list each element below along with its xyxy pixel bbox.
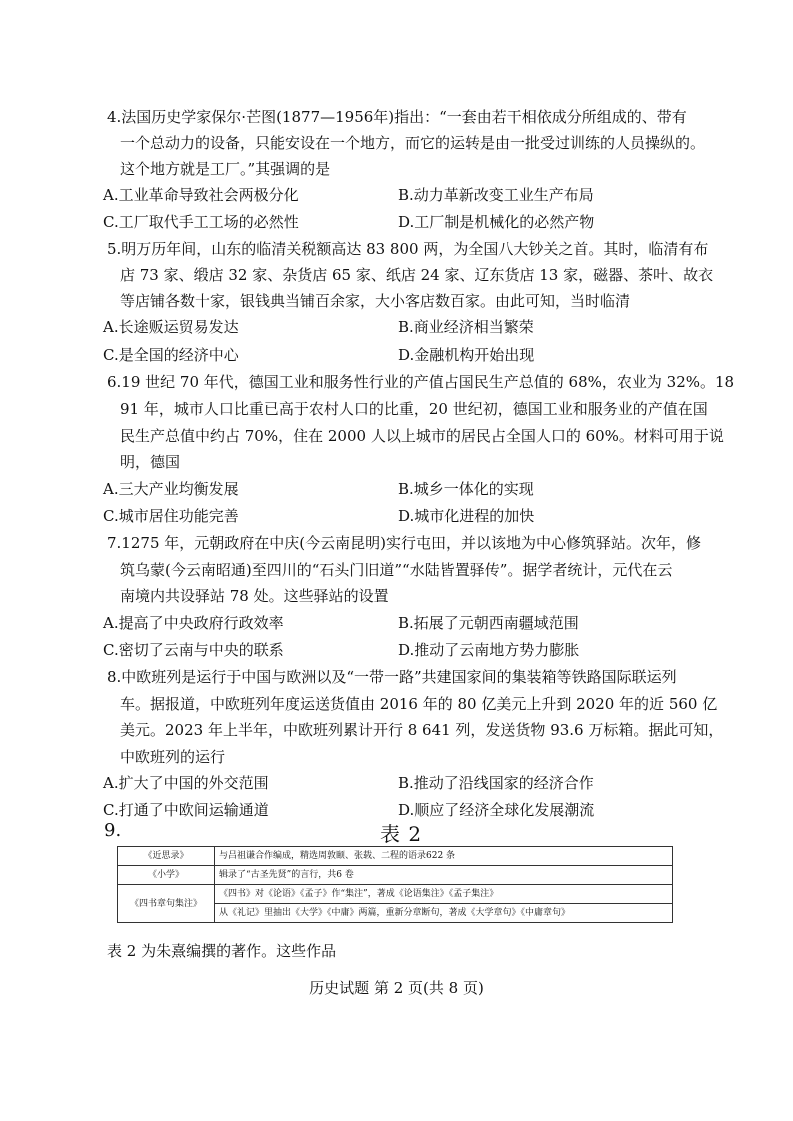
q7-option-b[interactable]: B.拓展了元朝西南疆域范围 (398, 614, 579, 632)
q5-option-b[interactable]: B.商业经济相当繁荣 (398, 318, 534, 336)
table-row (118, 866, 673, 885)
table-2 (117, 846, 673, 923)
q8-option-d[interactable]: D.顺应了经济全球化发展潮流 (398, 801, 595, 819)
q6-line-1: 6.19 世纪 70 年代，德国工业和服务性行业的产值占国民生产总值的 68%，农业为 32%。18 (107, 373, 735, 391)
q7-option-a[interactable]: A.提高了中央政府行政效率 (103, 614, 284, 632)
q4-line-2: 一个总动力的设备，只能安设在一个地方，而它的运转是由一批受过训练的人员操纵的。 (120, 134, 706, 152)
q9-number: 9. (104, 820, 122, 841)
q8-line-2: 车。据报道，中欧班列年度运送货值由 2016 年的 80 亿美元上升到 2020 年的近 560 亿 (120, 695, 718, 713)
q5-line-1: 5.明万历年间，山东的临清关税额高达 83 800 两，为全国八大钞关之首。其时，临清有布 (107, 240, 709, 258)
q6-line-3: 民生产总值中约占 70%，住在 2000 人以上城市的居民占全国人口的 60%。材料可用于说 (120, 427, 724, 445)
q5-option-d[interactable]: D.金融机构开始出现 (398, 346, 535, 364)
table-row (118, 847, 673, 866)
q5-option-c[interactable]: C.是全国的经济中心 (103, 346, 239, 364)
q6-option-a[interactable]: A.三大产业均衡发展 (103, 480, 239, 498)
table-row (118, 885, 673, 904)
page-footer: 历史试题 第 2 页(共 8 页) (309, 979, 484, 997)
q8-option-c[interactable]: C.打通了中欧间运输通道 (103, 801, 269, 819)
q7-line-3: 南境内共设驿站 78 处。这些驿站的设置 (120, 587, 389, 605)
q7-line-2: 筑乌蒙(今云南昭通)至四川的“石头门旧道”“水陆皆置驿传”。据学者统计，元代在云 (120, 561, 673, 579)
table-cell-work: 《近思录》 (118, 847, 215, 866)
q7-option-c[interactable]: C.密切了云南与中央的联系 (103, 641, 284, 659)
table-cell-desc: 辑录了“古圣先贤”的言行，共6 卷 (215, 866, 673, 885)
table-cell-desc: 与吕祖谦合作编成，精选周敦颐、张载、二程的语录622 条 (215, 847, 673, 866)
q4-option-c[interactable]: C.工厂取代手工工场的必然性 (103, 213, 299, 231)
q8-option-a[interactable]: A.扩大了中国的外交范围 (103, 774, 269, 792)
q6-option-d[interactable]: D.城市化进程的加快 (398, 507, 535, 525)
q5-option-a[interactable]: A.长途贩运贸易发达 (103, 318, 239, 336)
q7-option-d[interactable]: D.推动了云南地方势力膨胀 (398, 641, 580, 659)
table-cell-desc: 《四书》对《论语》《孟子》作“集注”，著成《论语集注》《孟子集注》 (215, 885, 673, 904)
q9-stem: 表 2 为朱熹编撰的著作。这些作品 (107, 942, 337, 960)
q5-line-3: 等店铺各数十家，银钱典当铺百余家，大小客店数百家。由此可知，当时临清 (120, 292, 631, 310)
q6-line-4: 明，德国 (120, 453, 181, 471)
q4-line-1: 4.法国历史学家保尔·芒图(1877—1956年)指出：“一套由若干相依成分所组成的、带有 (107, 108, 687, 126)
q6-line-2: 91 年，城市人口比重已高于农村人口的比重，20 世纪初，德国工业和服务业的产值在国 (120, 400, 708, 418)
q4-option-a[interactable]: A.工业革命导致社会两极分化 (103, 186, 299, 204)
q7-line-1: 7.1275 年，元朝政府在中庆(今云南昆明)实行屯田，并以该地为中心修筑驿站。次年，修 (107, 534, 701, 552)
q8-line-4: 中欧班列的运行 (120, 748, 226, 766)
q6-option-c[interactable]: C.城市居住功能完善 (103, 507, 239, 525)
q5-line-2: 店 73 家、缎店 32 家、杂货店 65 家、纸店 24 家、辽东货店 13 家，磁器、茶叶、故衣 (120, 266, 714, 284)
q8-line-3: 美元。2023 年上半年，中欧班列累计开行 8 641 列，发送货物 93.6 万标箱。据此可知， (120, 721, 724, 739)
q4-line-3: 这个地方就是工厂。”其强调的是 (120, 160, 331, 178)
q4-option-b[interactable]: B.动力革新改变工业生产布局 (398, 186, 594, 204)
q8-line-1: 8.中欧班列是运行于中国与欧洲以及“一带一路”共建国家间的集装箱等铁路国际联运列 (107, 668, 677, 686)
table-cell-desc: 从《礼记》里抽出《大学》《中庸》两篇，重新分章断句，著成《大学章句》《中庸章句》 (215, 904, 673, 923)
table-2-title: 表 2 (380, 822, 423, 846)
q4-option-d[interactable]: D.工厂制是机械化的必然产物 (398, 213, 595, 231)
table-cell-work: 《小学》 (118, 866, 215, 885)
q8-option-b[interactable]: B.推动了沿线国家的经济合作 (398, 774, 594, 792)
table-cell-work: 《四书章句集注》 (118, 885, 215, 923)
q6-option-b[interactable]: B.城乡一体化的实现 (398, 480, 534, 498)
